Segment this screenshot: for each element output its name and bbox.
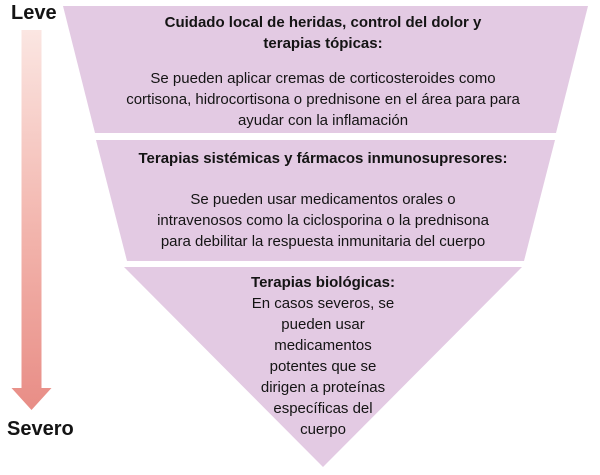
tier-2-body-line: Se pueden usar medicamentos orales o — [190, 191, 456, 208]
tier-2-heading-line: Terapias sistémicas y fármacos inmunosupresores: — [138, 150, 508, 167]
tier-3-body-line: medicamentos — [274, 337, 372, 354]
tier-1-body-line: Se pueden aplicar cremas de corticosteroides como — [150, 70, 496, 87]
tier-3-heading-line: Terapias biológicas: — [251, 274, 395, 291]
mild-label: Leve — [11, 2, 57, 24]
tier-3-body-line: En casos severos, se — [251, 295, 395, 312]
tier-2-body-line: intravenosos como la ciclosporina o la prednisona — [157, 212, 489, 229]
tier-2-systemic-therapies — [103, 148, 543, 252]
tier-3-body-line: dirigen a proteínas — [260, 379, 386, 396]
tier-1-heading-line: terapias tópicas: — [263, 35, 383, 52]
tier-3-body-line: específicas del — [273, 400, 373, 417]
severity-arrow-icon — [12, 30, 52, 410]
tier-3-body-line: pueden usar — [281, 316, 365, 333]
tier-1-local-care — [113, 12, 533, 131]
tier-3-body-line: potentes que se — [269, 358, 377, 375]
tier-1-body-line: cortisona, hidrocortisona o prednisone en el área para para — [126, 91, 520, 108]
tier-3-body-line: cuerpo — [300, 421, 346, 438]
tier-1-body-line: ayudar con la inflamación — [237, 112, 409, 129]
severe-label: Severo — [7, 418, 74, 440]
tier-2-body-line: para debilitar la respuesta inmunitaria del cuerpo — [160, 233, 486, 250]
tier-3-biologic-therapies — [203, 272, 443, 440]
tier-1-heading-line: Cuidado local de heridas, control del dolor y — [164, 14, 482, 31]
